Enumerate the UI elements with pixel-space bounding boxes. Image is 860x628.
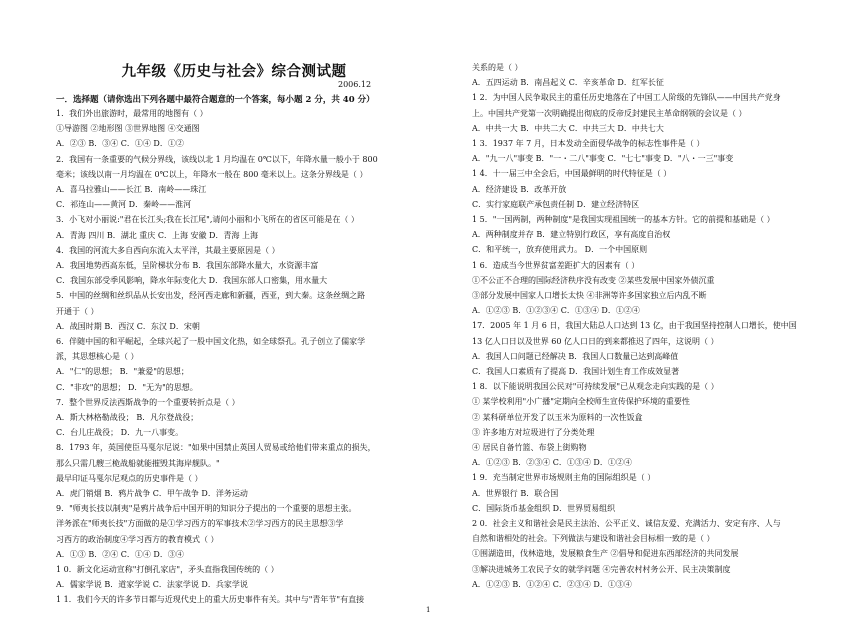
text-line: A．战国时期 B．西汉 C．东汉 D．宋朝 (56, 321, 200, 331)
exam-date: 2006.12 (338, 80, 372, 89)
text-line: A．虎门销烟 B．鸦片战争 C．甲午战争 D．洋务运动 (56, 489, 248, 498)
text-line: 1 4．十一届三中全会后，中国最鲜明的时代特征是（ ） (472, 169, 672, 179)
text-line: A．五四运动 B．南昌起义 C．辛亥革命 D．红军长征 (472, 78, 664, 88)
text-line: ① 某学校利用"小广播"定期向全校师生宣传保护环境的重要性 (472, 397, 690, 407)
text-line: 2．我国有一条重要的气候分界线，该线以北 1 月均温在 0℃以下，年降水量一般小于 800 (56, 154, 378, 164)
text-line: 4．我国的河流大多自西向东流入太平洋，其最主要原因是（ ） (56, 245, 280, 255)
text-line: 习西方的政治制度④学习西方的教育模式（ ） (56, 534, 219, 544)
text-line: A．"仁"的思想； B．"兼爱"的思想； (56, 367, 189, 377)
text-line: A．②③ B．③④ C．①④ D．①② (56, 139, 184, 149)
text-line: 8．1793 年，英国使臣马戛尔尼说："如果中国禁止英国人贸易或给他们带来重点的损失， (56, 443, 376, 453)
text-line: C．"非攻"的思想； D．"无为"的思想。 (56, 382, 198, 392)
text-line: 毫米；该线以南一月均温在 0℃以上，年降水一般在 800 毫米以上。这条分界线是（ ） (56, 169, 368, 179)
text-line: 1 1．我们今天的许多节日都与近现代史上的重大历史事件有关。其中与"青年节"有直接 (56, 595, 365, 605)
text-line: 9．"师夷长技以制夷"是鸦片战争后中国开明的知识分子提出的一个重要的思想主张。 (56, 504, 357, 514)
page-number: 1 (426, 606, 431, 614)
text-line: A．①②③ B．②③④ C．①③④ D．①②④ (472, 458, 632, 468)
text-line: 那么只需几艘三桅战船就能摧毁其海岸舰队。" (56, 458, 220, 468)
text-line: 关系的是（ ） (472, 63, 523, 72)
text-line: C．和平统一，放弃使用武力。 D．一个中国原则 (472, 245, 648, 255)
text-line: 自然和谐相处的社会。下列做法与建设和谐社会目标相一致的是（ ） (472, 534, 715, 544)
text-line: ①围湖造田，伐林造地，发展粮食生产 ②倡导和促进东西部经济的共同发展 (472, 549, 739, 559)
text-line: 2 0．社会主义和谐社会是民主法治、公平正义、诚信友爱、充满活力、安定有序、人与 (472, 519, 781, 528)
text-line: 13 亿人口日以及世界 60 亿人口日的到来都推迟了四年，这说明（ ） (472, 336, 719, 346)
page-title: 九年级《历史与社会》综合测试题 (121, 63, 347, 80)
text-line: 派，其思想核心是（ ） (56, 352, 139, 362)
text-line: 开通于（ ） (56, 306, 99, 316)
text-line: A．青海 四川 B．湖北 重庆 C．上海 安徽 D．青海 上海 (56, 230, 258, 240)
text-line: 最早印证马戛尔尼观点的历史事件是（ ） (56, 473, 203, 483)
text-line: 上。中国共产党第一次明确提出彻底的反帝反封建民主革命纲领的会议是（ ） (472, 108, 747, 118)
text-line: ④ 居民自备竹篮、布袋上街购物 (472, 443, 587, 452)
text-line: A．两种制度并存 B．建立特别行政区，享有高度自治权 (472, 230, 671, 240)
text-line: 1 9．充当制定世界市场规则主角的国际组织是（ ） (472, 473, 656, 483)
text-line: A．经济建设 B．改革开放 (472, 184, 567, 194)
text-line: ①不公正不合理的国际经济秩序没有改变 ②某些发展中国家外债沉重 (472, 275, 715, 285)
text-line: A．我国地势西高东低，呈阶梯状分布 B．我国东部降水量大，水资源丰富 (56, 261, 319, 270)
text-line: ①导游图 ②地形图 ③世界地图 ④交通图 (56, 124, 200, 134)
text-line: A．①③ B．②④ C．①④ D．③④ (56, 549, 184, 559)
text-line: 1 6．造成当今世界贫富差距扩大的因素有（ ） (472, 260, 640, 270)
text-line: A．喜马拉雅山——长江 B．南岭——珠江 (56, 185, 207, 194)
text-line: ② 某科研单位开发了以玉米为原料的一次性饭盒 (472, 412, 643, 422)
text-line: A．儒家学说 B．道家学说 C．法家学说 D．兵家学说 (56, 580, 248, 590)
text-line: 3．小飞对小丽说:"君在长江头;我在长江尾",请问小丽和小飞所在的省区可能是在（ ） (56, 215, 359, 225)
text-line: A．中共一大 B．中共二大 C．中共三大 D．中共七大 (472, 123, 664, 133)
text-line: C．我国人口素质有了提高 D．我国计划生育工作成效显著 (472, 367, 680, 376)
text-line: A．斯大林格勒战役； B．凡尔登战役； (56, 413, 199, 422)
text-line: 洋务派在"师夷长技"方面做的是①学习西方的军事技术②学习西方的民主思想③学 (56, 519, 344, 529)
text-line: C．实行家庭联产承包责任制 D．建立经济特区 (472, 199, 640, 209)
text-line: A．①②③ B．①②③④ C．①③④ D．①②④ (472, 306, 640, 316)
text-line: 1 2．为中国人民争取民主的重任历史地落在了中国工人阶级的先锋队——中国共产党身 (472, 93, 781, 103)
text-line: 17．2005 年 1 月 6 日，我国大陆总人口达到 13 亿，由于我国坚持控制人口增长，使中国 (472, 321, 797, 331)
text-line: C．我国东部受季风影响，降水年际变化大 D．我国东部人口密集，用水量大 (56, 276, 328, 286)
text-line: A．"九一八"事变 B．"一・二八"事变 C．"七七"事变 D．"八・一三"事变 (472, 154, 734, 164)
text-line: 1 3．1937 年 7 月，日本发动全面侵华战争的标志性事件是（ ） (472, 139, 705, 148)
text-line: C．国际货币基金组织 D．世界贸易组织 (472, 503, 616, 513)
text-line: A．我国人口问题已经解决 B．我国人口数量已达到高峰值 (472, 351, 679, 361)
text-line: A．①②③ B．①②④ C．②③④ D．①③④ (472, 579, 632, 589)
text-line: 6．伴随中国的和平崛起，全球兴起了一股中国文化热，如全球祭孔。孔子创立了儒家学 (56, 337, 366, 346)
text-line: 1 0．新文化运动宣称"打倒孔家店"，矛头直指我国传统的（ ） (56, 565, 279, 574)
text-line: C．祁连山——黄河 D．秦岭——淮河 (56, 200, 192, 210)
text-line: ③部分发展中国家人口增长太快 ④非洲等许多国家独立后内乱不断 (472, 291, 707, 300)
text-line: 1．我们外出旅游时，最常用的地图有（ ） (56, 109, 208, 118)
text-line: 1 5．"一国两制，两种制度"是我国实现祖国统一的基本方针。它的前提和基础是（ ） (472, 215, 775, 224)
text-line: C．台儿庄战役； D．九一八事变。 (56, 428, 184, 438)
text-line: 7．整个世界反法西斯战争的一个重要转折点是（ ） (56, 397, 240, 407)
text-line: 5．中国的丝绸和丝织品从长安出发，经河西走廊和新疆，西亚，到大秦。这条丝绸之路 (56, 291, 366, 301)
text-line: A．世界银行 B．联合国 (472, 488, 559, 498)
text-line: ③解决进城务工农民子女的就学问题 ④完善农村村务公开、民主决策制度 (472, 564, 731, 574)
section-heading: 一．选择题（请你选出下列各题中最符合题意的一个答案，每小题 2 分，共 40 分） (56, 95, 375, 105)
text-line: ③ 许多地方对垃圾进行了分类处理 (472, 427, 595, 437)
text-line: 1 8．以下能说明我国公民对"可持续发展"已从观念走向实践的是（ ） (472, 382, 719, 392)
